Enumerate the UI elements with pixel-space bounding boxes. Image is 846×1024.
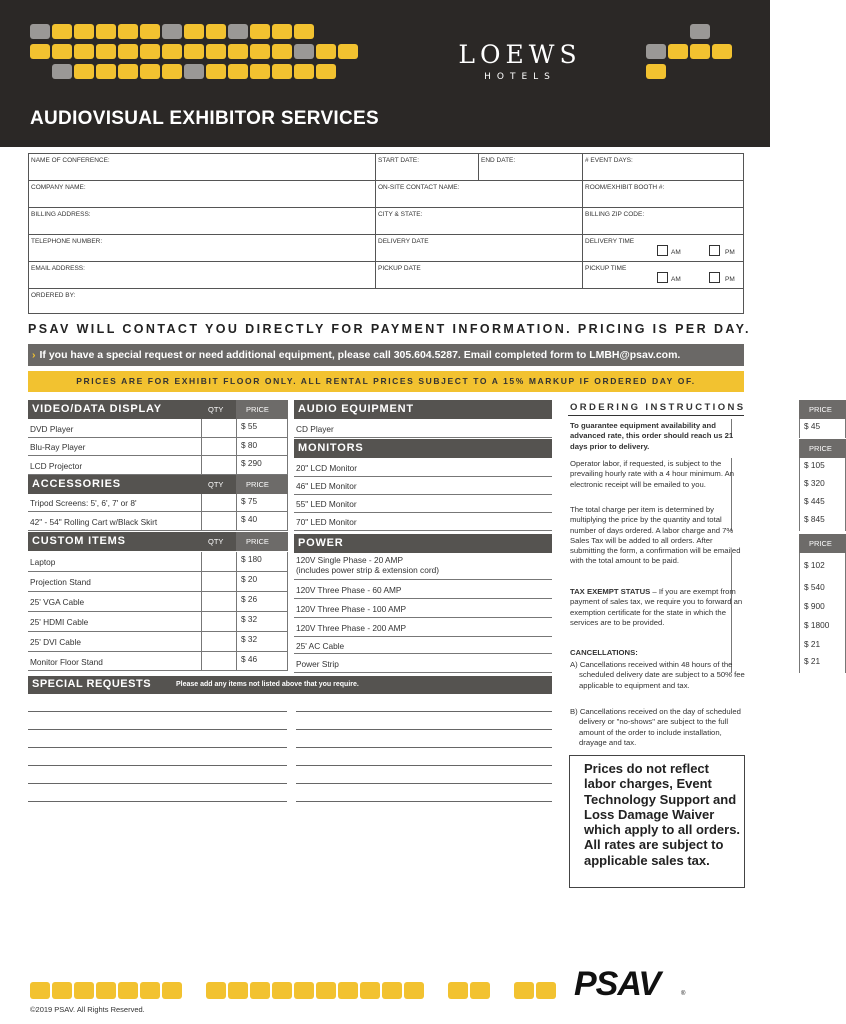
section-title: MONITORS (298, 442, 364, 454)
section-title: ACCESSORIES (32, 478, 121, 490)
tile-decoration (382, 982, 402, 999)
ordering-guarantee: To guarantee equipment availability and advanced rate, this order should reach us 21 days prior to delivery. (570, 421, 734, 451)
payment-contact-banner: PSAV WILL CONTACT YOU DIRECTLY FOR PAYMENT INFORMATION. PRICING IS PER DAY. (28, 322, 751, 336)
section-title: POWER (298, 537, 344, 549)
price-column-header: PRICE (809, 539, 832, 548)
write-line[interactable] (28, 801, 287, 802)
section-header (28, 532, 288, 551)
tile-decoration (536, 982, 556, 999)
item-name-detail: (includes power strip & extension cord) (296, 565, 439, 575)
item-price: $ 1800 (799, 618, 846, 637)
delivery-pm-label: PM (725, 249, 735, 256)
tile-decoration (646, 64, 666, 79)
qty-column-header: QTY (776, 539, 792, 548)
write-line[interactable] (28, 747, 287, 748)
tile-decoration (448, 982, 468, 999)
item-name: 120V Single Phase - 20 AMP (296, 555, 404, 565)
item-price: $ 102 (799, 553, 846, 580)
loews-logo: LOEWS (458, 40, 582, 69)
tile-decoration (228, 982, 248, 999)
item-name: Monitor Floor Stand (30, 656, 103, 667)
qty-input[interactable] (201, 438, 236, 456)
item-price: $ 20 (236, 572, 288, 592)
tile-decoration (338, 982, 358, 999)
tile-decoration (30, 24, 50, 39)
tile-decoration (162, 982, 182, 999)
tile-decoration (96, 44, 116, 59)
tile-decoration (712, 44, 732, 59)
item-price: $ 32 (236, 632, 288, 652)
tile-decoration (140, 44, 160, 59)
price-column-header: PRICE (246, 405, 269, 414)
table-row (294, 494, 825, 513)
item-name: 20" LCD Monitor (296, 462, 358, 473)
tile-decoration (52, 64, 72, 79)
table-row (294, 553, 825, 580)
write-line[interactable] (28, 711, 287, 712)
item-name: 70" LED Monitor (296, 516, 357, 527)
table-row (28, 592, 288, 612)
qty-column-header: QTY (776, 405, 792, 414)
table-row (294, 618, 830, 637)
pricing-notice-box (569, 755, 745, 888)
pickup-am-checkbox[interactable] (657, 272, 668, 283)
tile-decoration (162, 44, 182, 59)
tile-decoration (52, 982, 72, 999)
event-days-field[interactable]: # EVENT DAYS: (585, 157, 633, 164)
item-name: Tripod Screens: 5', 6', 7' or 8' (30, 498, 137, 508)
item-price: $ 32 (236, 612, 288, 632)
write-line[interactable] (296, 729, 552, 730)
tile-decoration (184, 64, 204, 79)
section-title: AUDIO EQUIPMENT (298, 403, 414, 415)
item-price: $ 21 (799, 654, 846, 673)
section-header (294, 439, 832, 458)
item-price: $ 180 (236, 552, 288, 572)
onsite-contact-field[interactable]: ON-SITE CONTACT NAME: (378, 184, 460, 191)
tile-decoration (74, 982, 94, 999)
name-of-conference-field[interactable]: NAME OF CONFERENCE: (31, 157, 110, 164)
tile-decoration (206, 64, 226, 79)
item-name: Power Strip (296, 658, 339, 669)
item-price: $ 55 (236, 419, 288, 438)
pricing-notice-text: Prices do not reflect labor charges, Event Technology Support and Loss Damage Waiver which apply to all orders. All rates are subject to applicable sales tax. (584, 761, 741, 868)
tile-decoration (140, 24, 160, 39)
price-column-header: PRICE (809, 444, 832, 453)
item-price: $ 845 (799, 512, 846, 531)
tile-decoration (294, 44, 314, 59)
loews-logo-sub: HOTELS (484, 72, 556, 82)
delivery-am-checkbox[interactable] (657, 245, 668, 256)
tile-decoration (118, 44, 138, 59)
tile-decoration (294, 24, 314, 39)
tile-decoration (96, 982, 116, 999)
item-price: $ 80 (236, 438, 288, 456)
write-line[interactable] (296, 783, 552, 784)
table-row (294, 476, 825, 495)
tile-decoration (74, 64, 94, 79)
ordering-cancellation-a: A) Cancellations received within 48 hours of the scheduled delivery date are subject to a 50% fee applicable to equipment and tax. (570, 660, 745, 690)
billing-zip-field[interactable]: BILLING ZIP CODE: (585, 211, 645, 218)
item-name: Projection Stand (30, 577, 91, 587)
write-line[interactable] (296, 801, 552, 802)
company-name-field[interactable]: COMPANY NAME: (31, 184, 86, 191)
table-row (294, 599, 825, 618)
item-price: $ 75 (236, 494, 288, 512)
ordering-cancellations-title: CANCELLATIONS: (570, 648, 638, 657)
registered-mark: ® (681, 991, 686, 997)
tile-decoration (184, 44, 204, 59)
tile-decoration (162, 24, 182, 39)
pickup-am-label: AM (671, 276, 681, 283)
table-row (294, 580, 825, 599)
item-price: $ 290 (236, 456, 288, 475)
table-row (28, 572, 288, 592)
tile-decoration (250, 982, 270, 999)
table-row (28, 652, 288, 671)
table-row (294, 512, 825, 531)
item-price: $ 46 (236, 652, 288, 671)
tile-decoration (140, 982, 160, 999)
billing-address-field[interactable]: BILLING ADDRESS: (31, 211, 91, 218)
telephone-field[interactable]: TELEPHONE NUMBER: (31, 238, 103, 245)
section-header (28, 475, 288, 494)
special-request-bar (28, 344, 744, 366)
item-price: $ 900 (799, 599, 846, 618)
item-name: 25' AC Cable (296, 640, 345, 651)
tile-decoration (272, 982, 292, 999)
item-price: $ 26 (236, 592, 288, 612)
item-name: 25' DVI Cable (30, 637, 81, 647)
qty-input[interactable] (201, 632, 236, 652)
tile-decoration (646, 44, 666, 59)
write-line[interactable] (28, 783, 287, 784)
qty-input[interactable] (201, 456, 236, 475)
item-name: 42" - 54" Rolling Cart w/Black Skirt (30, 516, 158, 527)
tile-decoration (30, 44, 50, 59)
tile-decoration (316, 44, 336, 59)
item-price: $ 320 (799, 476, 846, 495)
tile-decoration (118, 64, 138, 79)
ordering-total-charge: The total charge per item is determined by multiplying the price by the quantity and total number of days ordered. A labor charge and 7% Sales Tax will be added to all orders. After submitting the form, a confirmation will be emailed with the total amount to be paid. (570, 505, 741, 566)
qty-column-header: QTY (208, 480, 224, 489)
ordered-by-field[interactable]: ORDERED BY: (31, 292, 76, 299)
pickup-date-field[interactable]: PICKUP DATE (378, 265, 421, 272)
tile-decoration (294, 982, 314, 999)
prices-notice-bar: PRICES ARE FOR EXHIBIT FLOOR ONLY. ALL RENTAL PRICES SUBJECT TO A 15% MARKUP IF ORDERED DAY OF. (28, 371, 744, 392)
tile-decoration (360, 982, 380, 999)
tile-decoration (228, 24, 248, 39)
special-request-text: If you have a special request or need additional equipment, please call 305.604.5287. Email completed form to LMBH@psav.com. (39, 349, 681, 361)
pickup-pm-checkbox[interactable] (709, 272, 720, 283)
qty-input[interactable] (201, 494, 236, 512)
price-column-header: PRICE (809, 405, 832, 414)
item-price: $ 445 (799, 494, 846, 513)
item-price: $ 45 (799, 419, 846, 438)
section-title: VIDEO/DATA DISPLAY (32, 403, 162, 415)
delivery-date-field[interactable]: DELIVERY DATE (378, 238, 429, 245)
tile-decoration (272, 24, 292, 39)
item-name: CD Player (296, 423, 334, 434)
tile-decoration (404, 982, 424, 999)
table-row (294, 654, 821, 673)
section-title: CUSTOM ITEMS (32, 535, 126, 547)
table-row (28, 494, 288, 512)
item-name: 25' HDMI Cable (30, 617, 89, 627)
item-name: 120V Three Phase - 200 AMP (296, 622, 407, 633)
section-header (294, 534, 832, 553)
tile-decoration (272, 44, 292, 59)
item-price: $ 540 (799, 580, 846, 599)
tile-decoration (250, 44, 270, 59)
tile-decoration (74, 44, 94, 59)
tile-decoration (690, 24, 710, 39)
qty-input[interactable] (201, 512, 236, 531)
tile-decoration (690, 44, 710, 59)
special-requests-header (28, 676, 552, 694)
qty-input[interactable] (201, 592, 236, 612)
section-header (28, 400, 288, 419)
tile-decoration (338, 44, 358, 59)
item-price: $ 40 (236, 512, 288, 531)
tile-decoration (118, 982, 138, 999)
table-row (28, 612, 288, 632)
end-date-field[interactable]: END DATE: (481, 157, 516, 164)
tile-decoration (668, 44, 688, 59)
copyright: ©2019 PSAV. All Rights Reserved. (30, 1005, 145, 1014)
pickup-pm-label: PM (725, 276, 735, 283)
item-price: $ 105 (799, 458, 846, 477)
qty-column-header: QTY (208, 537, 224, 546)
event-info-form (28, 153, 744, 314)
tile-decoration (250, 24, 270, 39)
psav-logo: PSAV (574, 965, 661, 1003)
tile-decoration (52, 44, 72, 59)
table-row (28, 438, 288, 456)
qty-input[interactable] (201, 572, 236, 592)
item-price: $ 21 (799, 637, 846, 654)
tile-decoration (162, 64, 182, 79)
item-name: DVD Player (30, 423, 74, 434)
delivery-pm-checkbox[interactable] (709, 245, 720, 256)
tile-decoration (514, 982, 534, 999)
price-column-header: PRICE (246, 480, 269, 489)
tile-decoration (96, 64, 116, 79)
table-row (28, 512, 288, 531)
pickup-time-field[interactable]: PICKUP TIME (585, 265, 627, 272)
qty-input[interactable] (201, 652, 236, 671)
price-column-header: PRICE (246, 537, 269, 546)
tile-decoration (316, 982, 336, 999)
ordering-instructions-title: ORDERING INSTRUCTIONS (570, 402, 746, 413)
tile-decoration (228, 64, 248, 79)
write-line[interactable] (28, 765, 287, 766)
special-requests-title: SPECIAL REQUESTS (32, 678, 152, 690)
tile-decoration (140, 64, 160, 79)
item-name: 46" LED Monitor (296, 480, 357, 491)
tile-decoration (272, 64, 292, 79)
table-row (28, 632, 288, 652)
item-name: 25' VGA Cable (30, 597, 85, 607)
item-name: Blu-Ray Player (30, 442, 86, 452)
tile-decoration (96, 24, 116, 39)
ordering-tax-exempt: TAX EXEMPT STATUS – If you are exempt from payment of sales tax, we require you to forward an exemption certificate for the state in which the services are to be provided. (570, 587, 743, 627)
chevron-right-icon: › (32, 349, 36, 361)
write-line[interactable] (296, 765, 552, 766)
tile-decoration (228, 44, 248, 59)
table-row (28, 419, 288, 438)
ordering-cancellation-b: B) Cancellations received on the day of scheduled delivery or "no-shows" are subject to the full amount of the order to include installation, drayage and tax. (570, 707, 741, 747)
tile-decoration (470, 982, 490, 999)
qty-input[interactable] (201, 612, 236, 632)
tile-decoration (30, 982, 50, 999)
tile-decoration (206, 982, 226, 999)
tile-decoration (206, 44, 226, 59)
qty-column-header: QTY (208, 405, 224, 414)
special-requests-subtitle: Please add any items not listed above that you require. (176, 681, 359, 688)
ordering-labor: Operator labor, if requested, is subject to the prevailing hourly rate with a 4 hour minimum. An electronic receipt will be emailed to you. (570, 459, 735, 489)
delivery-am-label: AM (671, 249, 681, 256)
item-name: 120V Three Phase - 60 AMP (296, 584, 402, 595)
qty-column-header: QTY (776, 444, 792, 453)
room-booth-field[interactable]: ROOM/EXHIBIT BOOTH #: (585, 184, 665, 191)
table-row (28, 456, 288, 475)
tile-decoration (294, 64, 314, 79)
tile-decoration (74, 24, 94, 39)
item-name: Laptop (30, 557, 56, 567)
start-date-field[interactable]: START DATE: (378, 157, 420, 164)
tile-decoration (250, 64, 270, 79)
page-header (0, 0, 770, 147)
page-title: AUDIOVISUAL EXHIBITOR SERVICES (30, 108, 379, 129)
delivery-time-field[interactable]: DELIVERY TIME (585, 238, 635, 245)
tile-decoration (118, 24, 138, 39)
write-line[interactable] (296, 747, 552, 748)
item-name: 120V Three Phase - 100 AMP (296, 603, 407, 614)
write-line[interactable] (28, 729, 287, 730)
tile-decoration (184, 24, 204, 39)
qty-input[interactable] (201, 419, 236, 438)
qty-input[interactable] (201, 552, 236, 572)
write-line[interactable] (296, 711, 552, 712)
item-name: 55" LED Monitor (296, 498, 357, 509)
tile-decoration (316, 64, 336, 79)
item-name: LCD Projector (30, 460, 83, 471)
tile-decoration (52, 24, 72, 39)
city-state-field[interactable]: CITY & STATE: (378, 211, 423, 218)
email-field[interactable]: EMAIL ADDRESS: (31, 265, 85, 272)
table-row (28, 552, 288, 572)
tile-decoration (206, 24, 226, 39)
